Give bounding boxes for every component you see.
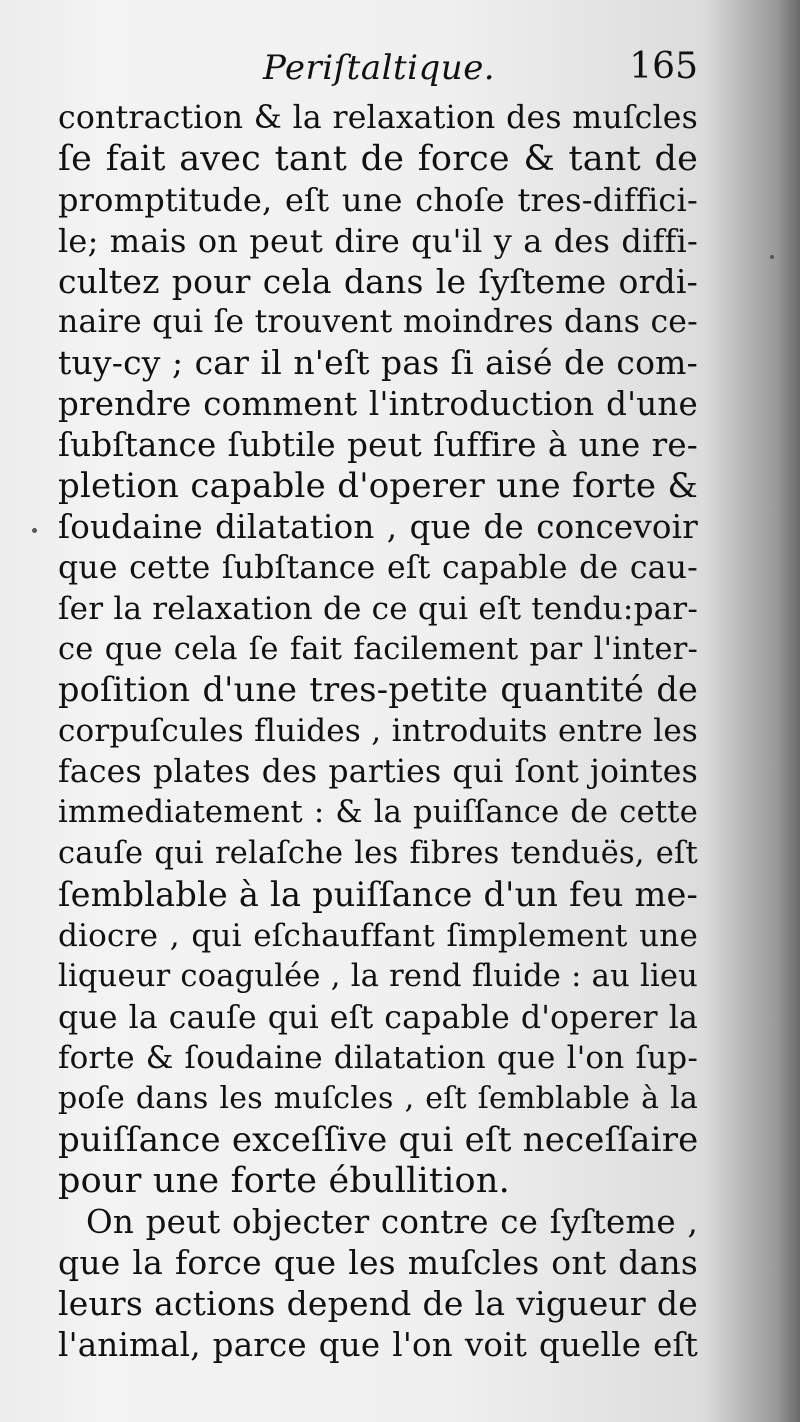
text-line: ce que cela ſe fait facilement par l'inter- bbox=[58, 631, 698, 667]
running-head-title: Periſtaltique. bbox=[263, 48, 496, 88]
text-line: puiſſance exceſſive qui eſt neceſſaire bbox=[58, 1120, 698, 1161]
ink-speck bbox=[770, 255, 774, 259]
page-number: 165 bbox=[629, 46, 698, 87]
text-line: tuy-cy ; car il n'eſt pas ſi aisé de com- bbox=[58, 343, 698, 383]
body-text bbox=[58, 98, 698, 1366]
text-line: faces plates des parties qui ſont jointes bbox=[58, 754, 698, 791]
text-line: forte & ſoudaine dilatation que l'on ſup- bbox=[58, 1040, 698, 1077]
text-line: promptitude, eſt une choſe tres-diffici- bbox=[58, 180, 698, 219]
text-line: diocre , qui eſchauffant ſimplement une bbox=[58, 917, 698, 954]
text-line: poſition d'une tres-petite quantité de bbox=[58, 670, 698, 710]
text-line: naire qui ſe trouvent moindres dans ce- bbox=[58, 304, 698, 341]
text-line: ſemblable à la puiſſance d'un feu me- bbox=[58, 874, 698, 914]
text-line: que la force que les muſcles ont dans bbox=[58, 1242, 698, 1282]
text-line: ſoudaine dilatation , que de concevoir bbox=[58, 507, 698, 546]
text-line: corpuſcules fluides , introduits entre les bbox=[58, 713, 698, 750]
text-line: pour une forte ébullition. bbox=[58, 1161, 510, 1202]
text-line: poſe dans les muſcles , eſt ſemblable à la bbox=[58, 1081, 698, 1117]
text-line: le; mais on peut dire qu'il y a des diffi- bbox=[58, 221, 698, 260]
text-line: que cette ſubſtance eſt capable de cau- bbox=[58, 549, 698, 586]
ink-speck bbox=[32, 528, 37, 533]
text-line: ſe fait avec tant de force & tant de bbox=[58, 138, 698, 179]
text-line: On peut objecter contre ce ſyſteme , bbox=[86, 1203, 698, 1242]
running-head bbox=[58, 44, 698, 92]
text-line: immediatement : & la puiſſance de cette bbox=[58, 795, 698, 831]
text-line: leurs actions depend de la vigueur de bbox=[58, 1283, 698, 1323]
text-line: pletion capable d'operer une forte & bbox=[58, 466, 698, 507]
text-line: cultez pour cela dans le ſyſteme ordi- bbox=[58, 261, 698, 301]
text-line: ſer la relaxation de ce qui eſt tendu:par- bbox=[58, 590, 698, 627]
text-line: cauſe qui relaſche les fibres tenduës, eſt bbox=[58, 836, 698, 872]
text-line: liqueur coagulée , la rend fluide : au lieu bbox=[58, 958, 698, 994]
text-line: prendre comment l'introduction d'une bbox=[58, 385, 698, 424]
text-line: que la cauſe qui eſt capable d'operer la bbox=[58, 999, 698, 1036]
text-line: ſubſtance ſubtile peut ſuffire à une re- bbox=[58, 426, 698, 465]
text-line: contraction & la relaxation des muſcles bbox=[58, 100, 698, 136]
text-line: l'animal, parce que l'on voit quelle eſt bbox=[58, 1325, 698, 1364]
